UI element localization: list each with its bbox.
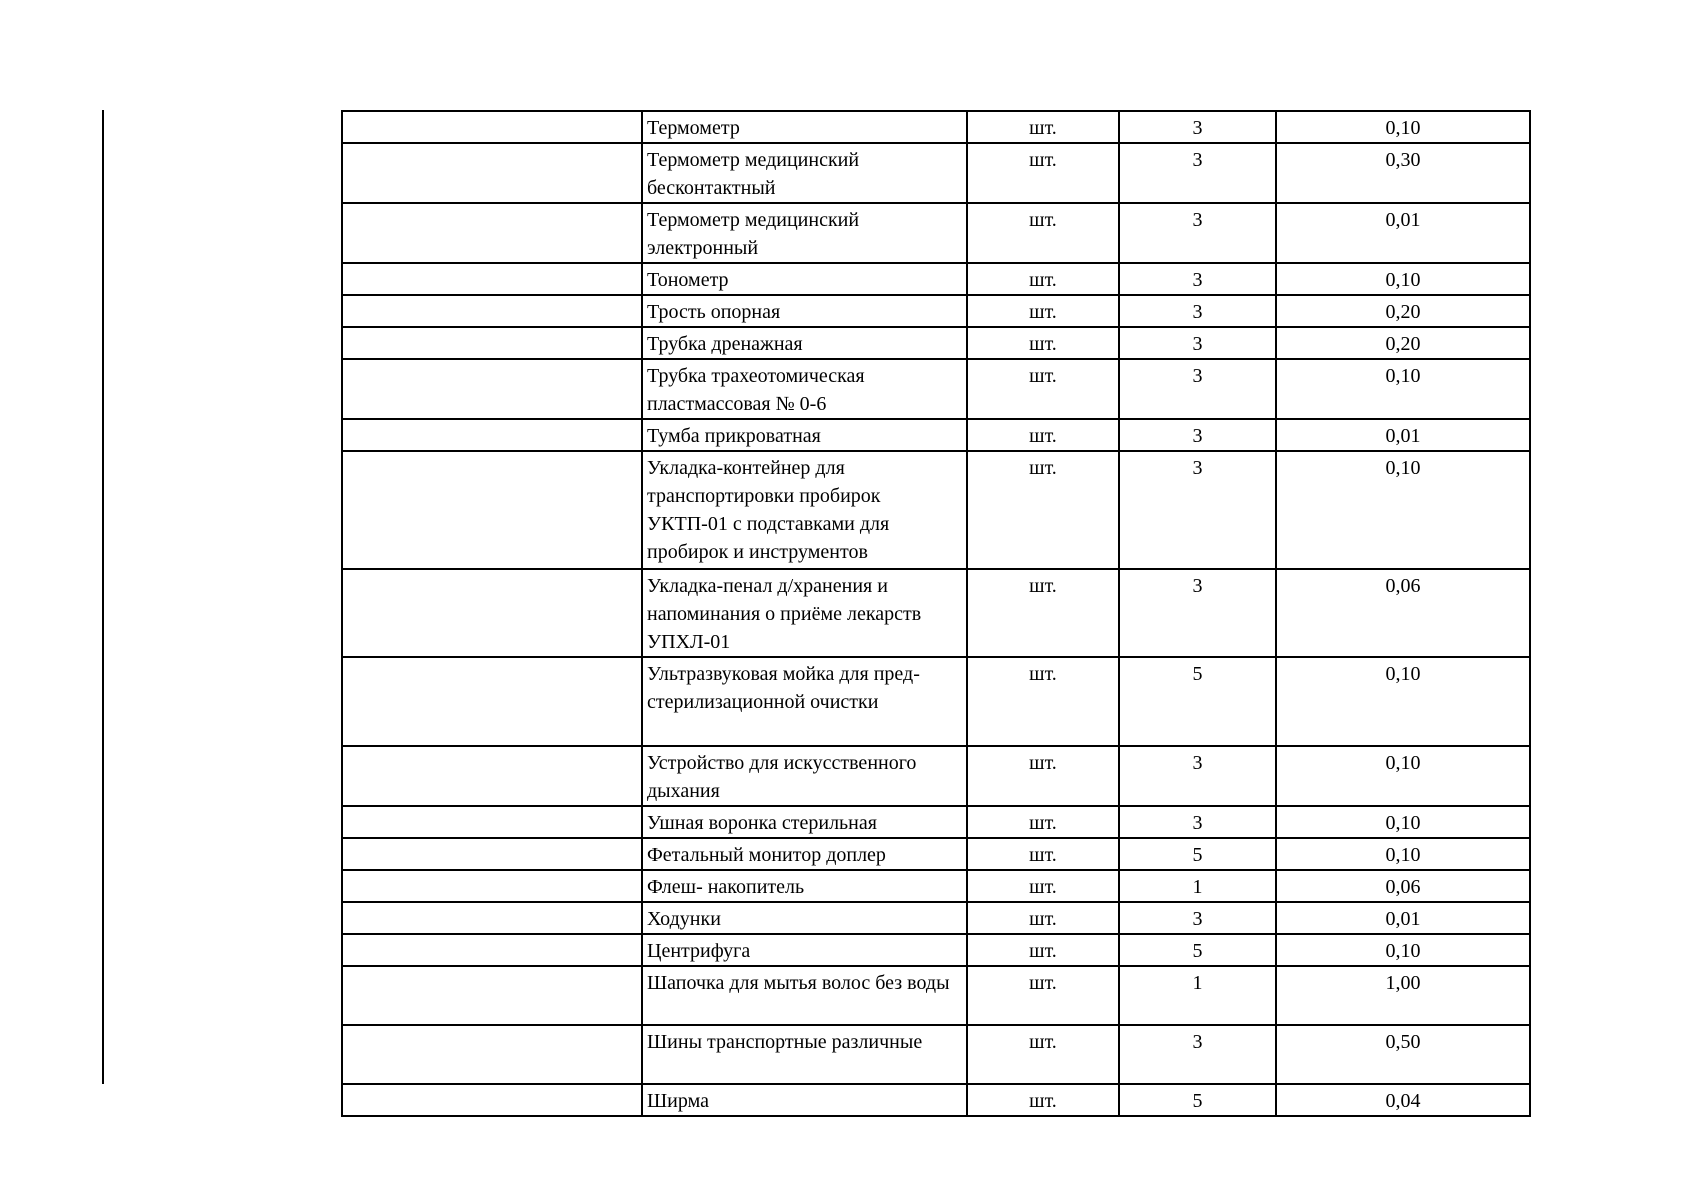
item-name-cell <box>642 419 967 451</box>
unit-cell <box>967 902 1119 934</box>
item-name: Флеш- накопитель <box>647 876 805 898</box>
empty-cell <box>342 419 642 451</box>
table-row <box>342 902 1530 934</box>
rate-cell <box>1276 902 1530 934</box>
rate-cell <box>1276 746 1530 806</box>
empty-cell <box>342 1084 642 1116</box>
table-row <box>342 870 1530 902</box>
rate-cell <box>1276 203 1530 263</box>
empty-cell <box>342 838 642 870</box>
item-name: Тумба прикроватная <box>647 425 821 447</box>
item-name: Шапочка для мытья волос без воды <box>647 972 950 994</box>
quantity-cell <box>1119 746 1276 806</box>
table-row <box>342 569 1530 657</box>
item-unit: шт. <box>1029 752 1057 774</box>
item-unit: шт. <box>1029 457 1057 479</box>
unit-cell <box>967 1025 1119 1084</box>
item-rate: 0,10 <box>1385 752 1421 774</box>
item-rate: 1,00 <box>1385 972 1421 994</box>
item-name-cell <box>642 111 967 143</box>
unit-cell <box>967 451 1119 569</box>
rate-cell <box>1276 111 1530 143</box>
table-row <box>342 359 1530 419</box>
empty-cell <box>342 1025 642 1084</box>
quantity-cell <box>1119 143 1276 203</box>
item-quantity: 3 <box>1192 149 1203 171</box>
item-unit: шт. <box>1029 1090 1057 1112</box>
page-margin-rule <box>102 110 104 1084</box>
item-rate: 0,06 <box>1385 876 1421 898</box>
empty-cell <box>342 569 642 657</box>
item-unit: шт. <box>1029 425 1057 447</box>
item-name: Укладка-контейнер для транспортировки пробирок УКТП-01 с подставками для пробирок и инструментов <box>647 457 890 563</box>
item-name: Трость опорная <box>647 301 781 323</box>
item-rate: 0,10 <box>1385 844 1421 866</box>
item-rate: 0,10 <box>1385 457 1421 479</box>
item-unit: шт. <box>1029 117 1057 139</box>
unit-cell <box>967 746 1119 806</box>
empty-cell <box>342 934 642 966</box>
quantity-cell <box>1119 419 1276 451</box>
item-name: Трубка трахеотомическая пластмассовая № 0-6 <box>647 365 865 415</box>
table-row <box>342 966 1530 1025</box>
item-rate: 0,10 <box>1385 663 1421 685</box>
item-name-cell <box>642 203 967 263</box>
quantity-cell <box>1119 1084 1276 1116</box>
item-unit: шт. <box>1029 209 1057 231</box>
empty-cell <box>342 111 642 143</box>
unit-cell <box>967 327 1119 359</box>
item-quantity: 3 <box>1192 209 1203 231</box>
item-unit: шт. <box>1029 333 1057 355</box>
item-rate: 0,10 <box>1385 117 1421 139</box>
rate-cell <box>1276 451 1530 569</box>
item-quantity: 3 <box>1192 752 1203 774</box>
quantity-cell <box>1119 263 1276 295</box>
unit-cell <box>967 657 1119 746</box>
table-row <box>342 838 1530 870</box>
item-unit: шт. <box>1029 844 1057 866</box>
item-unit: шт. <box>1029 1031 1057 1053</box>
quantity-cell <box>1119 451 1276 569</box>
item-quantity: 5 <box>1192 940 1203 962</box>
item-name-cell <box>642 359 967 419</box>
rate-cell <box>1276 569 1530 657</box>
empty-cell <box>342 657 642 746</box>
item-name-cell <box>642 806 967 838</box>
item-name-cell <box>642 746 967 806</box>
item-quantity: 3 <box>1192 333 1203 355</box>
item-rate: 0,30 <box>1385 149 1421 171</box>
item-quantity: 3 <box>1192 1031 1203 1053</box>
table-row <box>342 1025 1530 1084</box>
unit-cell <box>967 419 1119 451</box>
item-rate: 0,20 <box>1385 301 1421 323</box>
item-name-cell <box>642 838 967 870</box>
item-quantity: 3 <box>1192 365 1203 387</box>
unit-cell <box>967 934 1119 966</box>
item-quantity: 3 <box>1192 425 1203 447</box>
quantity-cell <box>1119 295 1276 327</box>
item-name-cell <box>642 902 967 934</box>
item-name-cell <box>642 569 967 657</box>
item-name-cell <box>642 295 967 327</box>
item-rate: 0,01 <box>1385 425 1421 447</box>
table-row <box>342 934 1530 966</box>
item-rate: 0,06 <box>1385 575 1421 597</box>
empty-cell <box>342 359 642 419</box>
rate-cell <box>1276 1025 1530 1084</box>
table-row <box>342 203 1530 263</box>
table-row <box>342 451 1530 569</box>
item-quantity: 3 <box>1192 908 1203 930</box>
unit-cell <box>967 870 1119 902</box>
table-row <box>342 143 1530 203</box>
rate-cell <box>1276 870 1530 902</box>
item-name: Ушная воронка стерильная <box>647 812 877 834</box>
empty-cell <box>342 295 642 327</box>
item-name: Фетальный монитор доплер <box>647 844 886 866</box>
quantity-cell <box>1119 327 1276 359</box>
item-name: Устройство для искусственного дыхания <box>647 752 917 802</box>
empty-cell <box>342 451 642 569</box>
item-unit: шт. <box>1029 972 1057 994</box>
item-name: Центрифуга <box>647 940 751 962</box>
rate-cell <box>1276 934 1530 966</box>
table-row <box>342 327 1530 359</box>
empty-cell <box>342 143 642 203</box>
empty-cell <box>342 870 642 902</box>
unit-cell <box>967 1084 1119 1116</box>
rate-cell <box>1276 419 1530 451</box>
rate-cell <box>1276 295 1530 327</box>
item-name-cell <box>642 934 967 966</box>
item-unit: шт. <box>1029 149 1057 171</box>
item-name-cell <box>642 870 967 902</box>
table-row <box>342 1084 1530 1116</box>
item-name: Укладка-пенал д/хранения и напоминания о приёме лекарств УПХЛ-01 <box>647 575 922 653</box>
item-rate: 0,10 <box>1385 812 1421 834</box>
item-name-cell <box>642 1084 967 1116</box>
unit-cell <box>967 111 1119 143</box>
unit-cell <box>967 263 1119 295</box>
unit-cell <box>967 143 1119 203</box>
item-quantity: 3 <box>1192 457 1203 479</box>
item-name: Шины транспортные различные <box>647 1031 923 1053</box>
item-name-cell <box>642 263 967 295</box>
item-quantity: 1 <box>1192 876 1203 898</box>
item-name-cell <box>642 451 967 569</box>
item-unit: шт. <box>1029 876 1057 898</box>
item-name-cell <box>642 966 967 1025</box>
table-row <box>342 746 1530 806</box>
table-row <box>342 295 1530 327</box>
rate-cell <box>1276 838 1530 870</box>
item-quantity: 5 <box>1192 663 1203 685</box>
unit-cell <box>967 359 1119 419</box>
item-name: Ультразвуковая мойка для пред-стерилизационной очистки <box>647 663 920 713</box>
quantity-cell <box>1119 111 1276 143</box>
table-row <box>342 657 1530 746</box>
empty-cell <box>342 966 642 1025</box>
item-name: Термометр медицинский электронный <box>647 209 860 259</box>
item-quantity: 3 <box>1192 117 1203 139</box>
quantity-cell <box>1119 966 1276 1025</box>
quantity-cell <box>1119 902 1276 934</box>
quantity-cell <box>1119 934 1276 966</box>
unit-cell <box>967 966 1119 1025</box>
quantity-cell <box>1119 569 1276 657</box>
unit-cell <box>967 806 1119 838</box>
item-rate: 0,50 <box>1385 1031 1421 1053</box>
item-name-cell <box>642 1025 967 1084</box>
rate-cell <box>1276 806 1530 838</box>
item-unit: шт. <box>1029 365 1057 387</box>
quantity-cell <box>1119 1025 1276 1084</box>
item-unit: шт. <box>1029 908 1057 930</box>
item-quantity: 3 <box>1192 812 1203 834</box>
quantity-cell <box>1119 203 1276 263</box>
item-name: Термометр <box>647 117 740 139</box>
item-unit: шт. <box>1029 301 1057 323</box>
unit-cell <box>967 203 1119 263</box>
quantity-cell <box>1119 870 1276 902</box>
rate-cell <box>1276 327 1530 359</box>
empty-cell <box>342 902 642 934</box>
item-name-cell <box>642 657 967 746</box>
item-quantity: 3 <box>1192 575 1203 597</box>
rate-cell <box>1276 966 1530 1025</box>
empty-cell <box>342 746 642 806</box>
table-row <box>342 419 1530 451</box>
item-name: Ходунки <box>647 908 721 930</box>
item-rate: 0,10 <box>1385 940 1421 962</box>
item-quantity: 3 <box>1192 269 1203 291</box>
rate-cell <box>1276 1084 1530 1116</box>
item-rate: 0,04 <box>1385 1090 1421 1112</box>
item-name: Термометр медицинский бесконтактный <box>647 149 860 199</box>
item-unit: шт. <box>1029 940 1057 962</box>
unit-cell <box>967 295 1119 327</box>
rate-cell <box>1276 143 1530 203</box>
item-name: Тонометр <box>647 269 729 291</box>
item-unit: шт. <box>1029 269 1057 291</box>
item-quantity: 5 <box>1192 1090 1203 1112</box>
unit-cell <box>967 838 1119 870</box>
quantity-cell <box>1119 838 1276 870</box>
equipment-table <box>341 110 1531 1117</box>
table-row <box>342 806 1530 838</box>
quantity-cell <box>1119 657 1276 746</box>
item-rate: 0,01 <box>1385 209 1421 231</box>
item-unit: шт. <box>1029 663 1057 685</box>
rate-cell <box>1276 359 1530 419</box>
item-unit: шт. <box>1029 812 1057 834</box>
empty-cell <box>342 327 642 359</box>
item-name-cell <box>642 143 967 203</box>
item-quantity: 5 <box>1192 844 1203 866</box>
item-name: Ширма <box>647 1090 709 1112</box>
quantity-cell <box>1119 359 1276 419</box>
rate-cell <box>1276 263 1530 295</box>
item-rate: 0,10 <box>1385 365 1421 387</box>
item-name-cell <box>642 327 967 359</box>
unit-cell <box>967 569 1119 657</box>
item-quantity: 1 <box>1192 972 1203 994</box>
item-quantity: 3 <box>1192 301 1203 323</box>
empty-cell <box>342 263 642 295</box>
item-rate: 0,10 <box>1385 269 1421 291</box>
item-rate: 0,01 <box>1385 908 1421 930</box>
item-rate: 0,20 <box>1385 333 1421 355</box>
item-unit: шт. <box>1029 575 1057 597</box>
item-name: Трубка дренажная <box>647 333 803 355</box>
rate-cell <box>1276 657 1530 746</box>
table-row <box>342 111 1530 143</box>
empty-cell <box>342 806 642 838</box>
empty-cell <box>342 203 642 263</box>
quantity-cell <box>1119 806 1276 838</box>
table-row <box>342 263 1530 295</box>
